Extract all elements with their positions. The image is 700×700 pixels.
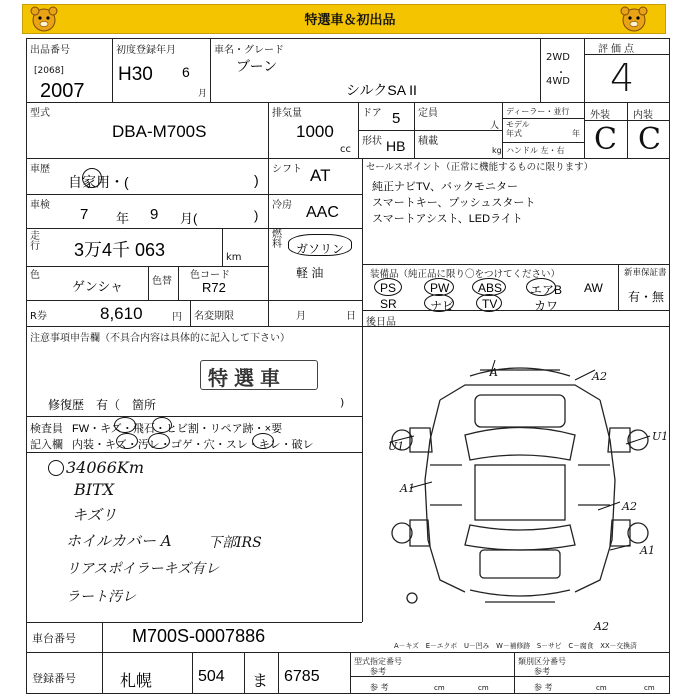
mileage-label: 走行 (30, 231, 40, 252)
registration-era-year: H30 (118, 64, 153, 85)
model-label: 型式 (30, 108, 50, 119)
name-change-label: 名変期限 (194, 311, 234, 322)
hand-note-4: ホイルカバー A (66, 532, 172, 550)
model-value: DBA-M700S (112, 122, 207, 141)
color-label: 色 (30, 270, 40, 281)
body-shape-value: HB (386, 138, 406, 154)
type-designation-label: 型式指定番号 (354, 657, 402, 666)
fuel-gasoline: ガソリン (296, 242, 345, 256)
displacement-value: 1000 (296, 122, 334, 141)
plate-kana: ま (252, 673, 269, 690)
chassis-label: 車台番号 (32, 632, 76, 645)
recycle-value: 8,610 (100, 304, 143, 323)
drive-4wd: 4WD (546, 76, 570, 87)
car-label: 車名・グレード (214, 45, 284, 56)
inspection-close: ) (254, 208, 259, 223)
recycle-label: R券 (30, 311, 47, 322)
inspect-circle-5 (252, 433, 274, 449)
model-year-unit: 年 (572, 129, 580, 138)
model-year-label: モデル年式 (506, 120, 530, 138)
equip-leather: カワ (534, 299, 559, 313)
capacity-label: 定員 (418, 108, 438, 119)
recycle-unit: 円 (172, 312, 182, 323)
name-change-month-unit: 月 (296, 311, 306, 322)
hand-note-3: キズリ (72, 506, 117, 524)
history-label: 車歴 (30, 164, 50, 175)
lot-label: 出品番号 (30, 45, 70, 56)
inspect-circle-4 (148, 433, 170, 449)
equip-tv: TV (482, 297, 498, 311)
load-label: 積載 (418, 136, 438, 147)
equip-aw: AW (584, 281, 603, 295)
cm-2: cm (478, 684, 489, 692)
sales-point-line-2: スマートキー、プッシュスタート (372, 197, 536, 209)
handle-label: ハンドル 左・右 (506, 146, 565, 155)
doors-label: ドア (362, 108, 382, 119)
equip-airbag: エアB (530, 283, 563, 297)
inspect-circle-1 (114, 417, 136, 433)
inspection-month: 9 (150, 206, 159, 223)
interior-value: C (638, 122, 661, 157)
score-label: 評価点 (598, 44, 637, 55)
inspect-row1-text: FW・キズ・飛石・ヒビ割・リペア跡・×要 (72, 423, 283, 435)
equip-airbag-circle (526, 278, 556, 296)
drive-dot: ・ (556, 68, 566, 79)
warranty-value: 有・無 (628, 290, 665, 304)
hand-note-6: ラート汚レ (66, 589, 136, 605)
car-grade: シルクSA II (346, 82, 417, 98)
cm-3: cm (596, 684, 607, 692)
fuel-diesel: 軽 油 (296, 266, 324, 280)
diagram-mark-3: U1 (388, 440, 405, 453)
equip-ps-circle (374, 278, 402, 296)
score-value: 4 (610, 56, 635, 100)
lot-sub: [2068] (34, 66, 64, 76)
fuel-circle (288, 234, 352, 256)
sales-point-line-3: スマートアシスト、LEDライト (372, 213, 523, 225)
diagram-mark-1: A (490, 366, 498, 379)
plate-class: 504 (198, 668, 225, 685)
notes-label: 注意事項申告欄（不具合内容は具体的に記入して下さい） (30, 333, 290, 344)
equip-navi: ナビ (430, 299, 455, 313)
cm-1: cm (434, 684, 445, 692)
inspection-month-unit: 月( (180, 211, 198, 226)
hand-note-1-marker (48, 460, 64, 476)
name-change-day-unit: 日 (346, 311, 356, 322)
diagram-mark-4: U1 (652, 430, 669, 443)
lot-number: 2007 (40, 80, 85, 102)
diagram-mark-8: A2 (594, 620, 609, 633)
color-value: ゲンシャ (72, 279, 124, 294)
aircon-label: 冷房 (272, 200, 292, 211)
car-diagram (370, 340, 669, 622)
ref-left: 参 考 (370, 683, 389, 692)
diagram-mark-2: A2 (592, 370, 607, 383)
hand-note-2: BITX (74, 480, 115, 499)
car-name: ブーン (236, 58, 278, 74)
hand-note-5: リアスポイラーキズ有レ (66, 561, 220, 577)
sales-points-label: セールスポイント（正常に機能するものに限ります） (366, 162, 594, 173)
registration-label: 初度登録年月 (116, 45, 176, 56)
diagram-mark-5: A1 (400, 482, 415, 495)
color-code-label: 色コード (190, 270, 230, 281)
exterior-label: 外装 (590, 110, 610, 121)
displacement-unit: cc (340, 144, 351, 155)
load-unit: kg (492, 146, 502, 155)
inspect-circle-3 (116, 433, 138, 449)
hand-note-1: 34066Km (66, 458, 145, 477)
cm-4: cm (644, 684, 655, 692)
mileage-unit: km (226, 252, 242, 263)
equipment-label: 装備品（純正品に限り〇をつけてください） (370, 269, 561, 280)
dealer-label: ディーラー・並行 (506, 107, 570, 116)
equip-ps: PS (380, 281, 397, 295)
aircon-value: AAC (306, 204, 339, 221)
registration-month-unit: 月 (198, 89, 208, 99)
header-title: 特選車＆初出品 (304, 13, 396, 28)
shift-value: AT (310, 166, 331, 185)
fuel-label: 燃料 (272, 229, 282, 250)
inspection-label: 車検 (30, 200, 50, 211)
displacement-label: 排気量 (272, 108, 302, 119)
plate-number: 6785 (284, 668, 320, 685)
class-number-label: 類別区分番号 (518, 657, 566, 666)
shift-label: シフト (272, 164, 302, 175)
registration-month: 6 (182, 64, 190, 80)
doors-value: 5 (392, 110, 401, 127)
equip-abs: ABS (478, 281, 503, 295)
drive-2wd: 2WD (546, 52, 570, 63)
diagram-legend: A－キズ E－エクボ U－凹み W－補修跡 S－サビ C－腐食 XX－交換済 (394, 642, 637, 650)
inspection-year: 7 (80, 206, 89, 223)
class-number-ref: 参考 (534, 667, 550, 676)
after-label: 後日品 (366, 317, 396, 328)
notes-stamp-text: 特選車 (208, 368, 286, 390)
interior-label: 内装 (633, 110, 653, 121)
inspect-row2-text: 内装・キズ・汚レ・ゴゲ・穴・スレ・キレ・破レ (72, 439, 314, 451)
exterior-value: C (594, 122, 617, 157)
diagram-mark-6: A2 (622, 500, 637, 513)
equip-sr: SR (380, 297, 397, 311)
inspect-row1-label: 検査員 (30, 422, 63, 435)
repair-history: 修復歴 有（ 箇所 (48, 398, 157, 412)
warranty-label: 新車保証書 (624, 268, 667, 278)
color-special-label: 色替 (152, 276, 172, 287)
body-shape-label: 形状 (362, 136, 382, 147)
inspect-circle-2 (152, 417, 172, 433)
equip-pw: PW (430, 281, 450, 295)
chassis-value: M700S-0007886 (132, 626, 266, 646)
inspect-row2-label: 記入欄 (30, 438, 63, 451)
ref-right: 参 考 (534, 683, 553, 692)
capacity-unit: 人 (490, 121, 500, 131)
type-designation-ref: 参考 (370, 667, 386, 676)
hand-note-right: 下部IRS (208, 535, 262, 551)
plate-label: 登録番号 (32, 672, 76, 685)
sales-point-line-1: 純正ナビTV、バックモニター (372, 181, 519, 193)
inspection-year-unit: 年 (116, 211, 130, 226)
mileage-value: 3万4千 063 (74, 240, 166, 260)
history-value: 自家用・( (68, 174, 129, 190)
plate-area: 札幌 (120, 673, 153, 690)
history-circle (82, 168, 102, 188)
diagram-mark-7: A1 (640, 544, 655, 557)
color-code: R72 (202, 280, 226, 295)
history-close: ) (254, 172, 259, 188)
